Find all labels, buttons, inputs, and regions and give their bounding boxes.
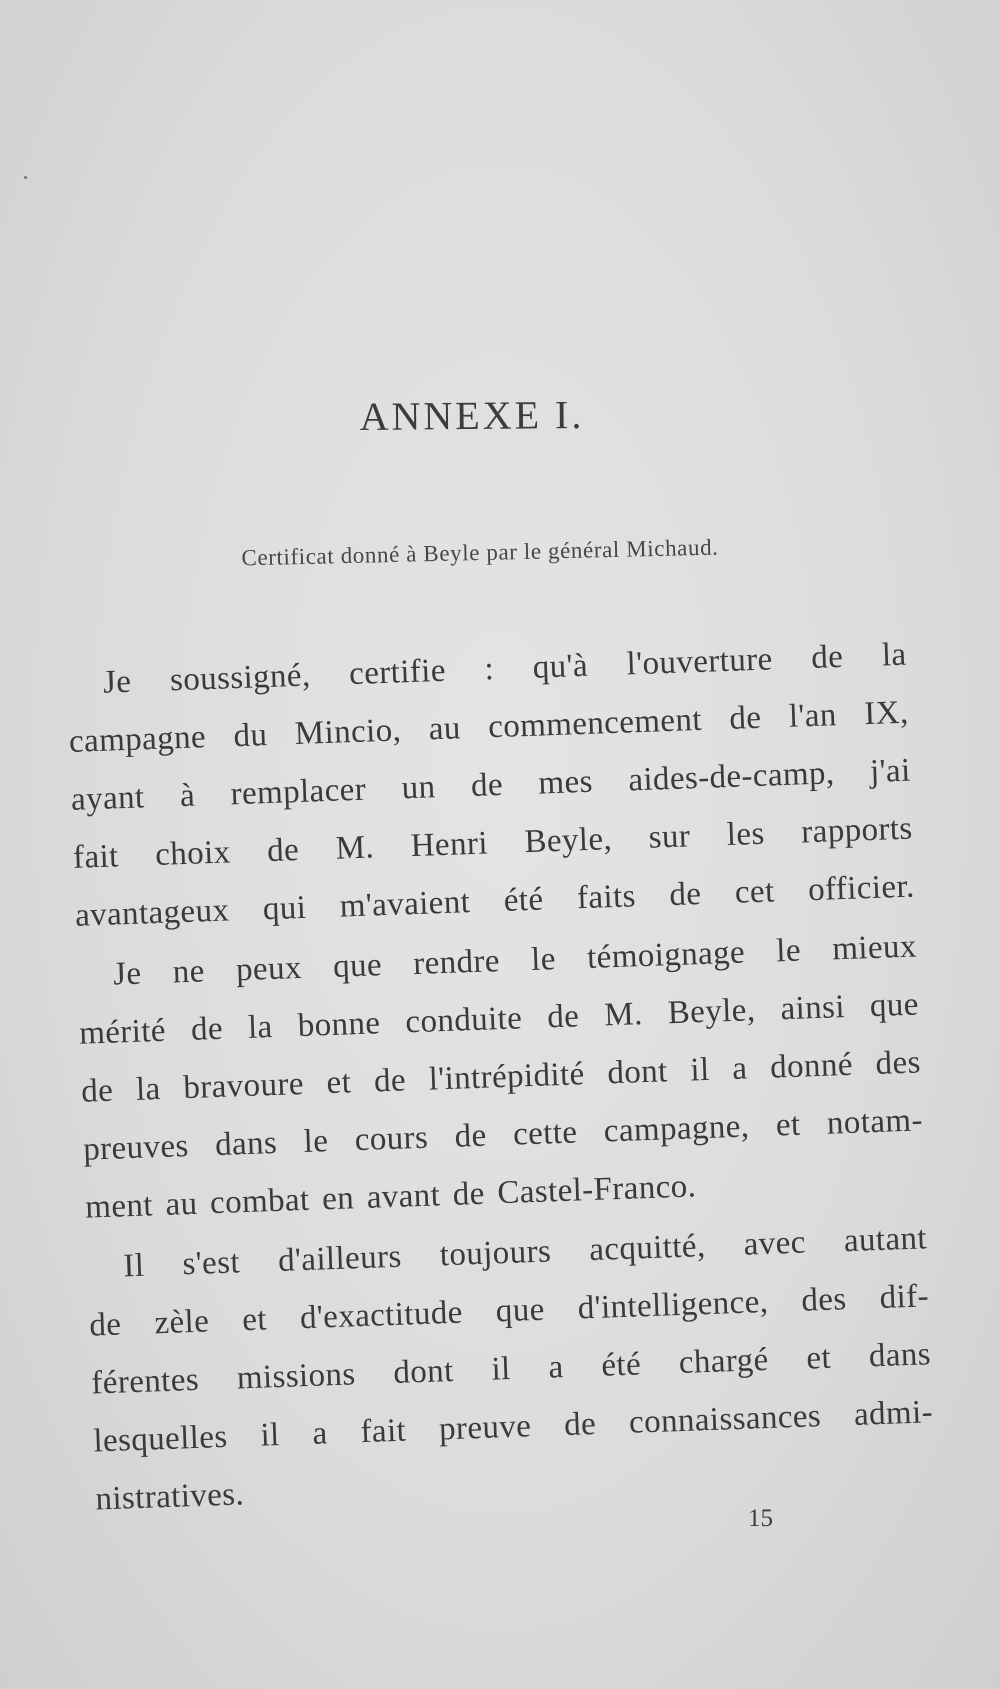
text-line: lesquelles il a fait preuve de connaissances admi- xyxy=(92,1394,934,1460)
text-line: de la bravoure et de l'intrépidité dont il a donné des xyxy=(80,1044,922,1110)
text-line: nistratives. xyxy=(94,1476,245,1518)
annex-subtitle: Certificat donné à Beyle par le général Michaud. xyxy=(241,534,719,571)
certificate-text xyxy=(66,626,936,1529)
text-line: Il s'est d'ailleurs toujours acquitté, avec autant xyxy=(122,1220,928,1285)
text-line: mérité de la bonne conduite de M. Beyle, ainsi que xyxy=(78,986,920,1052)
text-line: férentes missions dont il a été chargé et dans xyxy=(90,1336,932,1402)
annex-title: ANNEXE I. xyxy=(359,392,585,439)
text-line: ment au combat en avant de Castel-Franco. xyxy=(84,1168,697,1226)
text-line: preuves dans le cours de cette campagne, et notam- xyxy=(82,1102,924,1168)
text-line: de zèle et d'exactitude que d'intelligence, des dif- xyxy=(88,1278,930,1344)
text-line: ayant à remplacer un de mes aides-de-camp, j'ai xyxy=(70,752,912,818)
text-line: campagne du Mincio, au commencement de l'an IX, xyxy=(68,694,910,760)
page-number: 15 xyxy=(748,1505,773,1532)
text-line: Je soussigné, certifie : qu'à l'ouverture de la xyxy=(102,636,908,701)
ink-speck xyxy=(24,176,27,179)
text-line: Je ne peux que rendre le témoignage le mieux xyxy=(112,928,918,993)
text-line: avantageux qui m'avaient été faits de cet officier. xyxy=(74,868,916,934)
text-line: fait choix de M. Henri Beyle, sur les rapports xyxy=(72,810,914,876)
